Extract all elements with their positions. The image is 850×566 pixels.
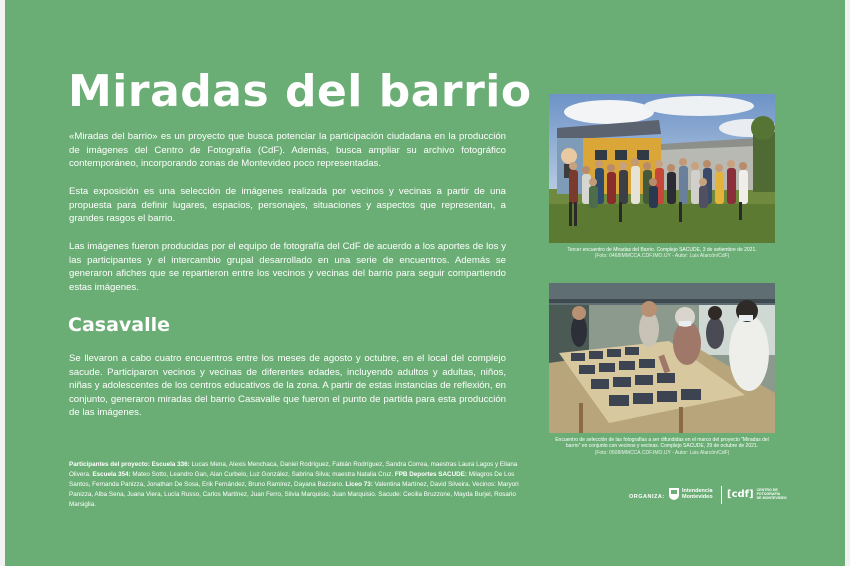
cdf-name-line3: DE MONTEVIDEO (756, 496, 787, 500)
group-name: Escuela 354: (92, 471, 131, 478)
group-name: FPB Deportes SACUDE: (394, 471, 467, 478)
group-members: Milagros De Los Santos, Fernanda Panizza, Jonathan De Sosa, Erik Fernández, Bruno Ramírez, Dayana Bazzano. (69, 471, 515, 488)
photo-caption-1 (549, 247, 775, 260)
participants-credits (69, 460, 519, 510)
photo-caption-2 (549, 437, 775, 456)
organiza-label: ORGANIZA: (629, 494, 665, 500)
group-name: Liceo 73: (345, 481, 373, 488)
group-members: Mateo Sotto, Leandro Gan, Alan Curbelo, Luz González, Sabrina Silva; maestra Natalia Cruz. (132, 471, 394, 478)
section-paragraph: Se llevaron a cabo cuatro encuentros entre los meses de agosto y octubre, en el local del complejo sacude. Participaron vecinos y vecinas de diferentes edades, incluyendo adultos y adultas, niños, niñas y adolescentes de los centros educativos de la zona. A partir de estas instancias de reflexión, en conjunto, generaron miradas del barrio Casavalle que fueron el punto de partida para esta producción de las imágenes. (69, 353, 506, 419)
photo-group-outdoors (549, 94, 775, 243)
group-name: Escuela 336: (151, 461, 190, 468)
group-members: Lucas Mena, Alexis Menchaca, Daniel Rodríguez, Fabián Rodríguez, Sandra Correa, maestras Laura Lagos y Eliana Olivera. (69, 461, 518, 478)
intro-paragraph-3: Las imágenes fueron producidas por el equipo de fotografía del CdF de acuerdo a los aportes de los y las participantes y el intercambio grupal desarrollado en una serie de encuentros. Además se generaron afiches que se repartieron entre los vecinos y vecinas del barrio para seguir compartiendo estas imágenes. (69, 241, 506, 293)
caption-credit: (Foto: 0508IMMCCA.CDF.IMO.UY - Autor: Luis Alarcón/CdF) (594, 449, 730, 456)
intro-paragraph-1: «Miradas del barrio» es un proyecto que busca potenciar la participación ciudadana en la producción de imágenes del Centro de Fotografía (CdF). Además, busca ampliar su archivo fotográfico contemporáneo, incorporando zonas de Montevideo poco representadas. (69, 131, 506, 170)
group-members: Valentina Martínez, David Silveira. Vecinos: Maryori Panizza, Alba Sena, Juana Viera, Lucía Russo, Carlos Martínez, Juan Ferro, Silvia Marquisio, Juan Marquisio. Sacude: Cecilia Bruzzone, Mayda Burjel, Rosario Marsiglia. (69, 481, 519, 508)
exhibition-panel (5, 0, 845, 566)
intendencia-logo (669, 488, 713, 500)
section-title: Casavalle (68, 314, 171, 336)
caption-credit: (Foto: 0468IMMCCA.CDF.IMO.UY - Autor: Luis Alarcón/CdF) (594, 253, 730, 260)
caption-text: Tercer encuentro de Miradas del Barrio. Complejo SACUDE, 3 de setiembre de 2021. (567, 247, 757, 253)
intendencia-name-line2: Montevideo (682, 494, 713, 500)
page-title: Miradas del barrio (68, 66, 532, 117)
cdf-mark: [cdf] (727, 488, 754, 500)
intro-paragraph-2: Esta exposición es una selección de imágenes realizada por vecinos y vecinas a partir de una propuesta para definir lugares, espacios, personajes, situaciones y aspectos que representan, a grandes rasgos el barrio. (69, 186, 506, 225)
photo-selection-table (549, 283, 775, 433)
participants-label: Participantes del proyecto: (69, 461, 150, 468)
cdf-name-line2: FOTOGRAFÍA (756, 492, 781, 496)
cdf-logo (727, 488, 787, 500)
logo-divider (721, 486, 722, 504)
caption-text: Encuentro de selección de las fotografías a ser difundidas en el marco del proyecto "Miradas del barrio" en conjunto con vecinos y vecinas. Complejo SACUDE, 29 de octubre de 2021. (555, 437, 769, 450)
intendencia-shield-icon (669, 488, 679, 500)
intendencia-name-line1: Intendencia (682, 488, 713, 494)
cdf-name-line1: CENTRO DE (756, 488, 778, 492)
